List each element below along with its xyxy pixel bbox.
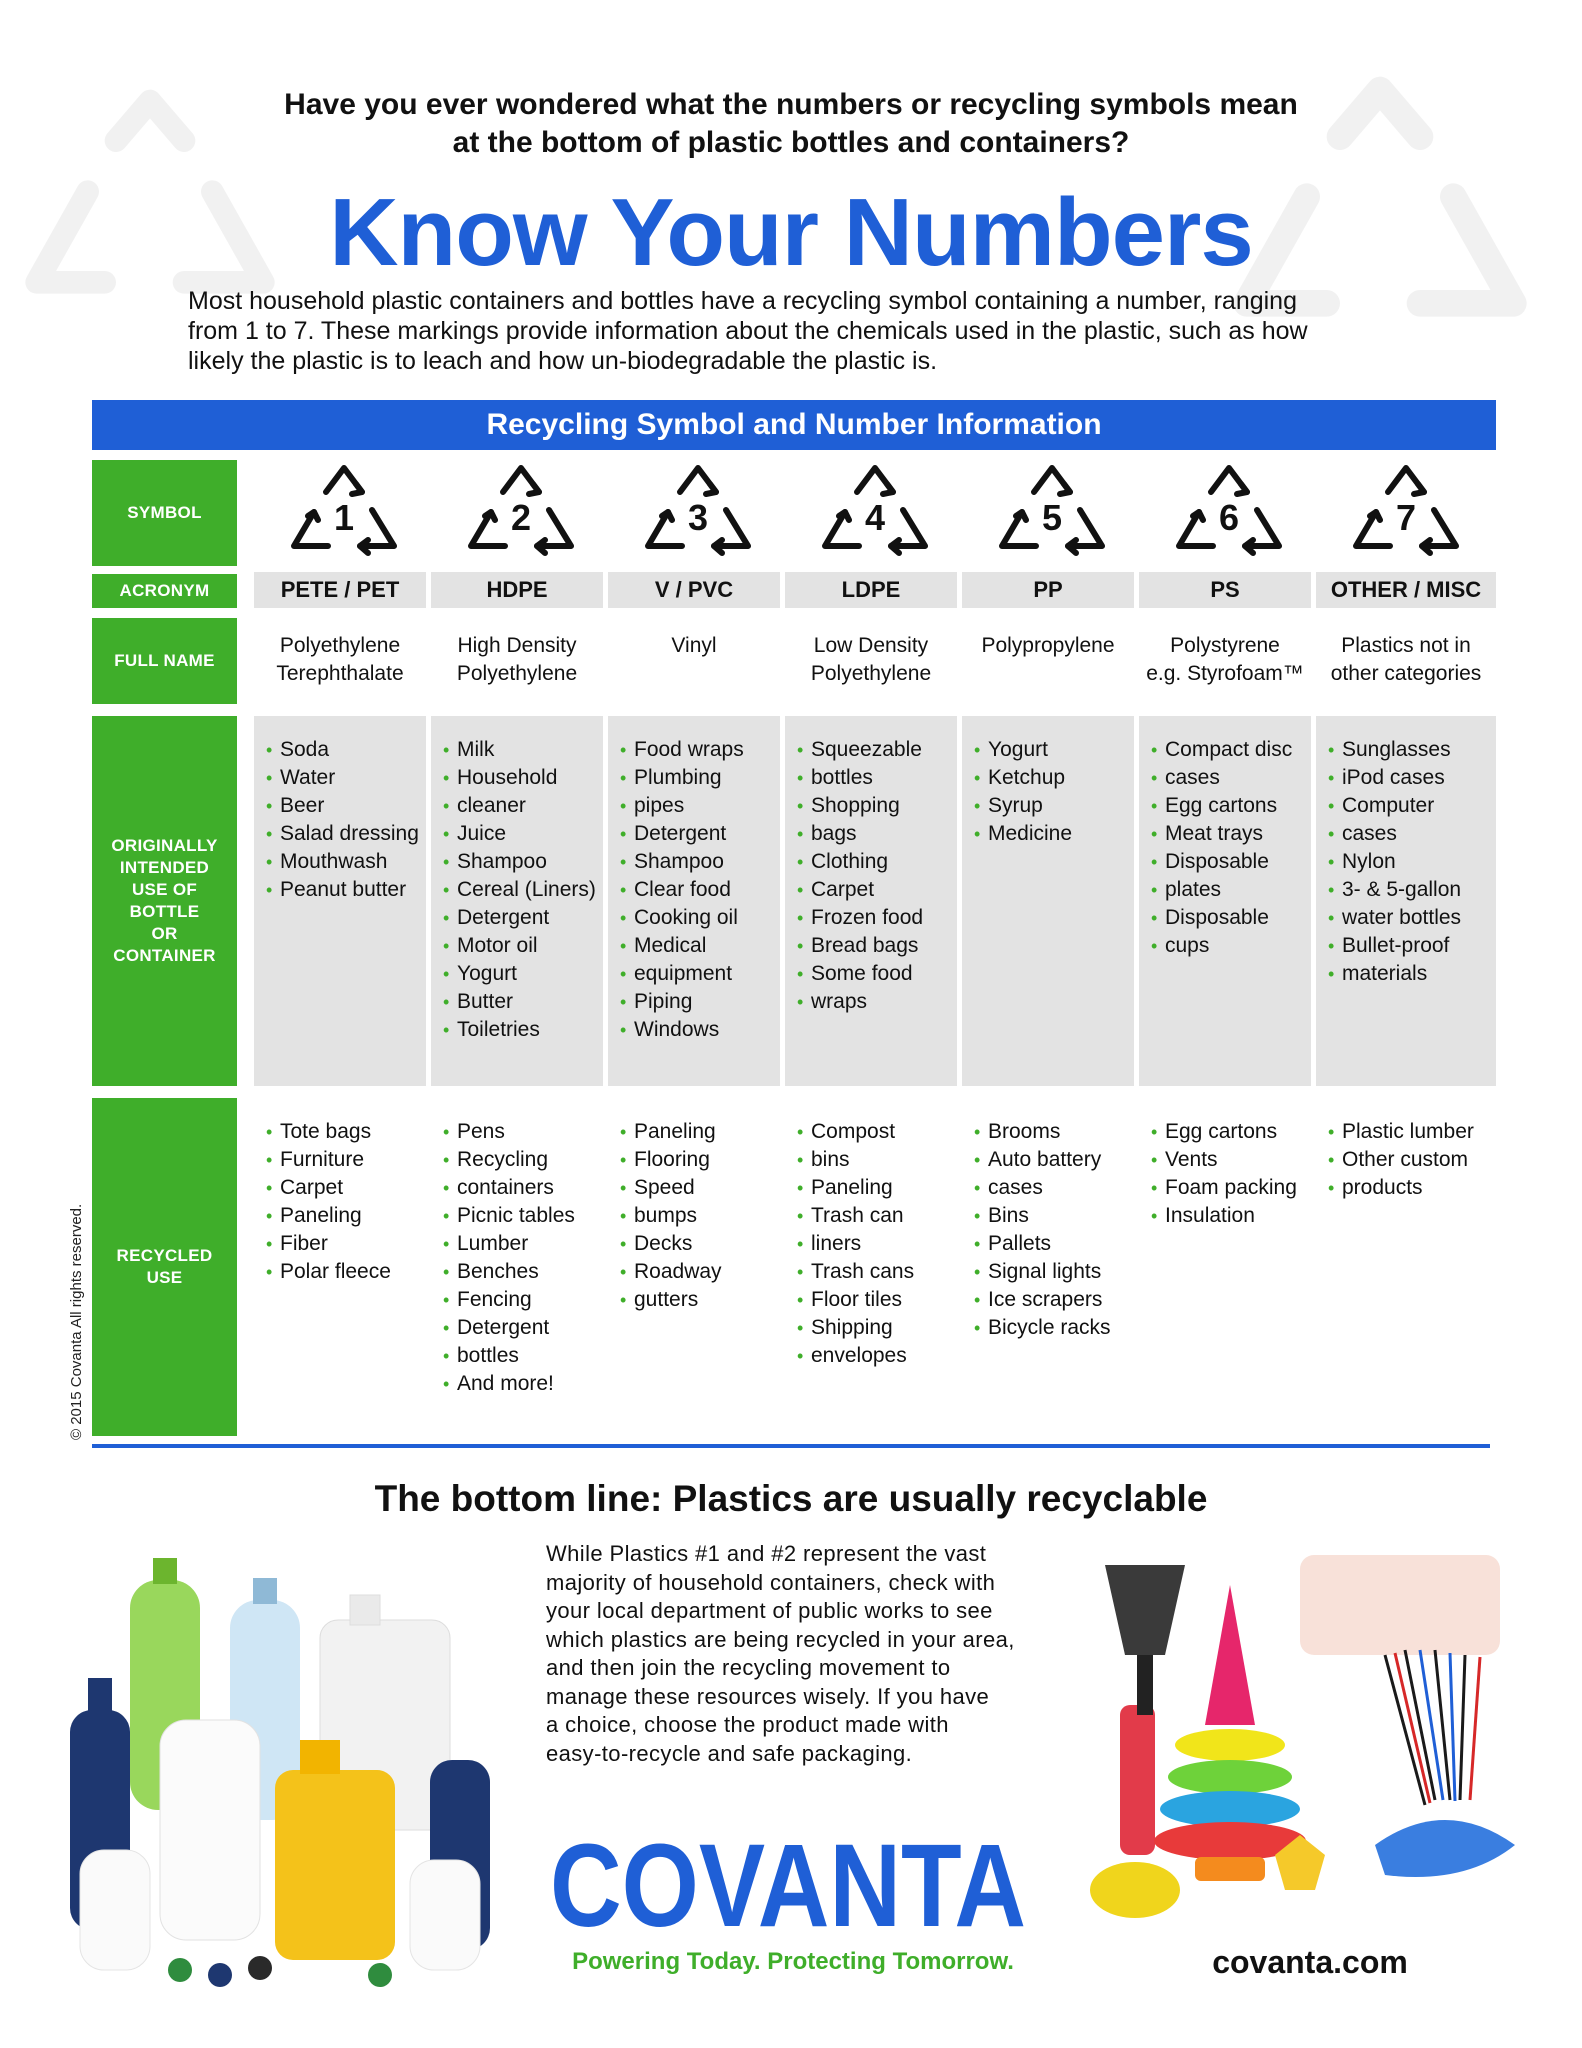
intended-use-cell-7 <box>1316 716 1496 1086</box>
list-item: • Cooking oil <box>620 904 780 932</box>
list-item: • Brooms <box>974 1118 1134 1146</box>
row-label-full-name <box>92 618 237 704</box>
row-label-symbol-text: SYMBOL <box>127 503 202 522</box>
row-label-recycled-use <box>92 1098 237 1436</box>
list-item: • Carpet <box>797 876 957 904</box>
recycled-use-list-6 <box>1139 1098 1311 1230</box>
recycle-number-3: 3 <box>687 497 709 538</box>
row-label-use-line-1: ORIGINALLY <box>111 836 218 855</box>
intro-line-2: from 1 to 7. These markings provide information about the chemicals used in the plastic, such as how <box>188 317 1308 345</box>
recycled-use-list-5 <box>962 1098 1134 1342</box>
copyright-notice: © 2015 Covanta All rights reserved. <box>68 1203 85 1440</box>
intended-use-list-2 <box>431 716 603 1044</box>
list-item: • bottles <box>443 1342 603 1370</box>
intended-use-list-4 <box>785 716 957 1016</box>
row-label-intended-use <box>92 716 237 1086</box>
full-name-7-line-2: other categories <box>1330 662 1482 685</box>
row-label-use-line-2: INTENDED <box>119 858 210 877</box>
body-line: While Plastics #1 and #2 represent the vast <box>546 1541 987 1566</box>
list-item: • Motor oil <box>443 932 603 960</box>
recycled-use-cell-4 <box>785 1098 957 1436</box>
list-item: • Furniture <box>266 1146 426 1174</box>
list-item: • Salad dressing <box>266 820 426 848</box>
list-item: • Floor tiles <box>797 1286 957 1314</box>
intended-use-cell-3 <box>608 716 780 1086</box>
recycle-symbol-icon-3 <box>638 462 758 562</box>
list-item: • Trash cans <box>797 1258 957 1286</box>
list-item: • Detergent <box>443 904 603 932</box>
row-label-acronym <box>92 574 237 608</box>
body-line: majority of household containers, check with <box>546 1569 996 1595</box>
recycled-use-cell-7 <box>1316 1098 1496 1436</box>
intended-use-cell-5 <box>962 716 1134 1086</box>
list-item: • Vents <box>1151 1146 1311 1174</box>
full-name-5-line-1: Polypropylene <box>981 634 1115 657</box>
full-name-2-line-2: Polyethylene <box>456 662 578 685</box>
list-item: • Tote bags <box>266 1118 426 1146</box>
acronym-cell-2: HDPE <box>431 572 603 608</box>
row-label-use-line-6: CONTAINER <box>113 946 216 965</box>
list-item: • bags <box>797 820 957 848</box>
bottom-line-body <box>546 1540 1036 1768</box>
intended-use-cell-4 <box>785 716 957 1086</box>
row-label-symbol <box>92 460 237 566</box>
list-item: • Fiber <box>266 1230 426 1258</box>
list-item: • iPod cases <box>1328 764 1496 792</box>
full-name-7-line-1: Plastics not in <box>1341 634 1471 657</box>
body-line: and then join the recycling movement to <box>546 1655 951 1680</box>
body-line: a choice, choose the product made with <box>546 1712 949 1737</box>
list-item: • Shopping <box>797 792 957 820</box>
plastic-bottles-photo <box>50 1550 550 1990</box>
table-title: Recycling Symbol and Number Information <box>92 400 1496 450</box>
list-item: • Shampoo <box>620 848 780 876</box>
full-name-cell-5 <box>962 632 1134 692</box>
full-name-6-line-1: Polystyrene <box>1170 634 1280 657</box>
recycled-use-cell-6 <box>1139 1098 1311 1436</box>
recycle-number-7: 7 <box>1395 497 1417 538</box>
list-item: • cleaner <box>443 792 603 820</box>
list-item: • Household <box>443 764 603 792</box>
list-item: • Compost <box>797 1118 957 1146</box>
list-item: • Butter <box>443 988 603 1016</box>
row-label-full-name-text: FULL NAME <box>114 651 215 670</box>
body-line: easy-to-recycle and safe packaging. <box>546 1740 913 1766</box>
intro-question-line-1: Have you ever wondered what the numbers or recycling symbols mean <box>284 88 1298 121</box>
intended-use-list-3 <box>608 716 780 1044</box>
recycle-number-4: 4 <box>864 497 886 538</box>
list-item: • Picnic tables <box>443 1202 603 1230</box>
list-item: • products <box>1328 1174 1496 1202</box>
list-item: • Yogurt <box>443 960 603 988</box>
list-item: • Mouthwash <box>266 848 426 876</box>
acronym-cell-7: OTHER / MISC <box>1316 572 1496 608</box>
full-name-cell-4 <box>785 632 957 692</box>
list-item: • Beer <box>266 792 426 820</box>
list-item: • Pallets <box>974 1230 1134 1258</box>
acronym-cell-3: V / PVC <box>608 572 780 608</box>
list-item: • Detergent <box>443 1314 603 1342</box>
list-item: • Signal lights <box>974 1258 1134 1286</box>
list-item: • Fencing <box>443 1286 603 1314</box>
full-name-cell-7 <box>1316 632 1496 692</box>
list-item: • And more! <box>443 1370 603 1398</box>
body-line: which plastics are being recycled in your area, <box>546 1626 1015 1652</box>
covanta-logo <box>548 1820 1028 1952</box>
list-item: • Ketchup <box>974 764 1134 792</box>
list-item: • Juice <box>443 820 603 848</box>
full-name-1-line-2: Terephthalate <box>276 662 404 685</box>
list-item: • Some food <box>797 960 957 988</box>
list-item: • containers <box>443 1174 603 1202</box>
list-item: • plates <box>1151 876 1311 904</box>
intended-use-list-7 <box>1316 716 1496 988</box>
list-item: • Milk <box>443 736 603 764</box>
row-label-recycled-line-2: USE <box>146 1268 183 1287</box>
list-item: • Bullet-proof <box>1328 932 1496 960</box>
list-item: • Lumber <box>443 1230 603 1258</box>
list-item: • bumps <box>620 1202 780 1230</box>
intro-question-line-2: at the bottom of plastic bottles and containers? <box>452 126 1130 159</box>
list-item: • Speed <box>620 1174 780 1202</box>
list-item: • Trash can <box>797 1202 957 1230</box>
intro-question <box>0 86 1582 162</box>
full-name-1-line-1: Polyethylene <box>279 634 401 657</box>
recycle-number-2: 2 <box>510 497 532 538</box>
list-item: • water bottles <box>1328 904 1496 932</box>
full-name-4-line-2: Polyethylene <box>810 662 932 685</box>
list-item: • cups <box>1151 932 1311 960</box>
list-item: • Foam packing <box>1151 1174 1311 1202</box>
list-item: • Recycling <box>443 1146 603 1174</box>
list-item: • envelopes <box>797 1342 957 1370</box>
full-name-3-line-1: Vinyl <box>671 634 717 657</box>
acronym-cell-1: PETE / PET <box>254 572 426 608</box>
list-item: • Compact disc <box>1151 736 1311 764</box>
recycled-use-list-3 <box>608 1098 780 1314</box>
list-item: • Flooring <box>620 1146 780 1174</box>
list-item: • Other custom <box>1328 1146 1496 1174</box>
list-item: • Peanut butter <box>266 876 426 904</box>
full-name-2-line-1: High Density <box>457 634 577 657</box>
list-item: • liners <box>797 1230 957 1258</box>
section-divider <box>92 1444 1490 1448</box>
list-item: • Carpet <box>266 1174 426 1202</box>
row-label-use-line-4: BOTTLE <box>129 902 200 921</box>
list-item: • Meat trays <box>1151 820 1311 848</box>
intro-line-1: Most household plastic containers and bottles have a recycling symbol containing a number, ranging <box>188 287 1297 315</box>
list-item: • Polar fleece <box>266 1258 426 1286</box>
list-item: • Food wraps <box>620 736 780 764</box>
list-item: • Clear food <box>620 876 780 904</box>
recycle-symbol-icon-2 <box>461 462 581 562</box>
list-item: • Medicine <box>974 820 1134 848</box>
row-label-use-line-3: USE OF <box>131 880 198 899</box>
list-item: • Paneling <box>797 1174 957 1202</box>
list-item: • cases <box>1328 820 1496 848</box>
recycled-use-cell-1 <box>254 1098 426 1436</box>
list-item: • Clothing <box>797 848 957 876</box>
list-item: • Syrup <box>974 792 1134 820</box>
list-item: • Nylon <box>1328 848 1496 876</box>
covanta-logo-text: COVANTA <box>550 1820 1026 1952</box>
list-item: • Ice scrapers <box>974 1286 1134 1314</box>
list-item: • wraps <box>797 988 957 1016</box>
intro-paragraph <box>188 286 1408 376</box>
list-item: • Decks <box>620 1230 780 1258</box>
list-item: • Squeezable <box>797 736 957 764</box>
recycle-symbol-icon-5 <box>992 462 1112 562</box>
body-line: manage these resources wisely. If you have <box>546 1683 990 1709</box>
recycled-use-cell-3 <box>608 1098 780 1436</box>
list-item: • Egg cartons <box>1151 1118 1311 1146</box>
intended-use-list-1 <box>254 716 426 904</box>
list-item: • Disposable <box>1151 904 1311 932</box>
list-item: • Bicycle racks <box>974 1314 1134 1342</box>
list-item: • Detergent <box>620 820 780 848</box>
full-name-cell-3 <box>608 632 780 692</box>
full-name-cell-1 <box>254 632 426 692</box>
list-item: • Plumbing <box>620 764 780 792</box>
list-item: • Medical <box>620 932 780 960</box>
list-item: • Disposable <box>1151 848 1311 876</box>
intended-use-cell-2 <box>431 716 603 1086</box>
list-item: • Cereal (Liners) <box>443 876 603 904</box>
list-item: • cases <box>974 1174 1134 1202</box>
list-item: • Bins <box>974 1202 1134 1230</box>
recycled-use-list-1 <box>254 1098 426 1286</box>
page-title: Know Your Numbers <box>329 179 1253 286</box>
list-item: • Bread bags <box>797 932 957 960</box>
intro-line-3: likely the plastic is to leach and how un-biodegradable the plastic is. <box>188 347 938 375</box>
tagline: Powering Today. Protecting Tomorrow. <box>572 1948 1014 1975</box>
acronym-cell-5: PP <box>962 572 1134 608</box>
recycled-use-list-7 <box>1316 1098 1496 1202</box>
list-item: • 3- & 5-gallon <box>1328 876 1496 904</box>
list-item: • Auto battery <box>974 1146 1134 1174</box>
full-name-cell-2 <box>431 632 603 692</box>
list-item: • cases <box>1151 764 1311 792</box>
list-item: • Pens <box>443 1118 603 1146</box>
list-item: • bins <box>797 1146 957 1174</box>
row-label-acronym-text: ACRONYM <box>119 581 210 600</box>
list-item: • Paneling <box>620 1118 780 1146</box>
list-item: • Insulation <box>1151 1202 1311 1230</box>
intended-use-list-5 <box>962 716 1134 848</box>
row-label-recycled-line-1: RECYCLED <box>116 1246 213 1265</box>
list-item: • Piping <box>620 988 780 1016</box>
list-item: • Plastic lumber <box>1328 1118 1496 1146</box>
recycle-number-6: 6 <box>1218 497 1240 538</box>
list-item: • Paneling <box>266 1202 426 1230</box>
recycled-use-cell-2 <box>431 1098 603 1436</box>
list-item: • Benches <box>443 1258 603 1286</box>
body-line: your local department of public works to see <box>546 1598 993 1623</box>
list-item: • Sunglasses <box>1328 736 1496 764</box>
intended-use-cell-1 <box>254 716 426 1086</box>
recycle-symbol-icon-6 <box>1169 462 1289 562</box>
full-name-6-line-2: e.g. Styrofoam™ <box>1146 662 1304 685</box>
list-item: • Water <box>266 764 426 792</box>
list-item: • Toiletries <box>443 1016 603 1044</box>
recycle-number-5: 5 <box>1041 497 1063 538</box>
list-item: • Soda <box>266 736 426 764</box>
recycled-use-list-2 <box>431 1098 603 1398</box>
acronym-cell-4: LDPE <box>785 572 957 608</box>
row-label-use-line-5: OR <box>151 924 178 943</box>
full-name-4-line-1: Low Density <box>813 634 929 657</box>
recycled-use-list-4 <box>785 1098 957 1370</box>
list-item: • Egg cartons <box>1151 792 1311 820</box>
website-link[interactable]: covanta.com <box>1212 1944 1408 1980</box>
list-item: • Frozen food <box>797 904 957 932</box>
bottom-line-title: The bottom line: Plastics are usually recyclable <box>374 1478 1208 1519</box>
full-name-cell-6 <box>1139 632 1311 692</box>
list-item: • gutters <box>620 1286 780 1314</box>
list-item: • Computer <box>1328 792 1496 820</box>
list-item: • Windows <box>620 1016 780 1044</box>
recycle-number-1: 1 <box>333 497 355 538</box>
recycled-use-cell-5 <box>962 1098 1134 1436</box>
recycle-symbol-icon-1 <box>284 462 404 562</box>
recycle-symbol-icon-7 <box>1346 462 1466 562</box>
list-item: • Roadway <box>620 1258 780 1286</box>
intended-use-cell-6 <box>1139 716 1311 1086</box>
list-item: • bottles <box>797 764 957 792</box>
recycle-symbol-icon-4 <box>815 462 935 562</box>
plastic-products-photo <box>1085 1545 1530 1935</box>
list-item: • Yogurt <box>974 736 1134 764</box>
list-item: • equipment <box>620 960 780 988</box>
list-item: • materials <box>1328 960 1496 988</box>
acronym-cell-6: PS <box>1139 572 1311 608</box>
list-item: • Shampoo <box>443 848 603 876</box>
intended-use-list-6 <box>1139 716 1311 960</box>
list-item: • Shipping <box>797 1314 957 1342</box>
list-item: • pipes <box>620 792 780 820</box>
